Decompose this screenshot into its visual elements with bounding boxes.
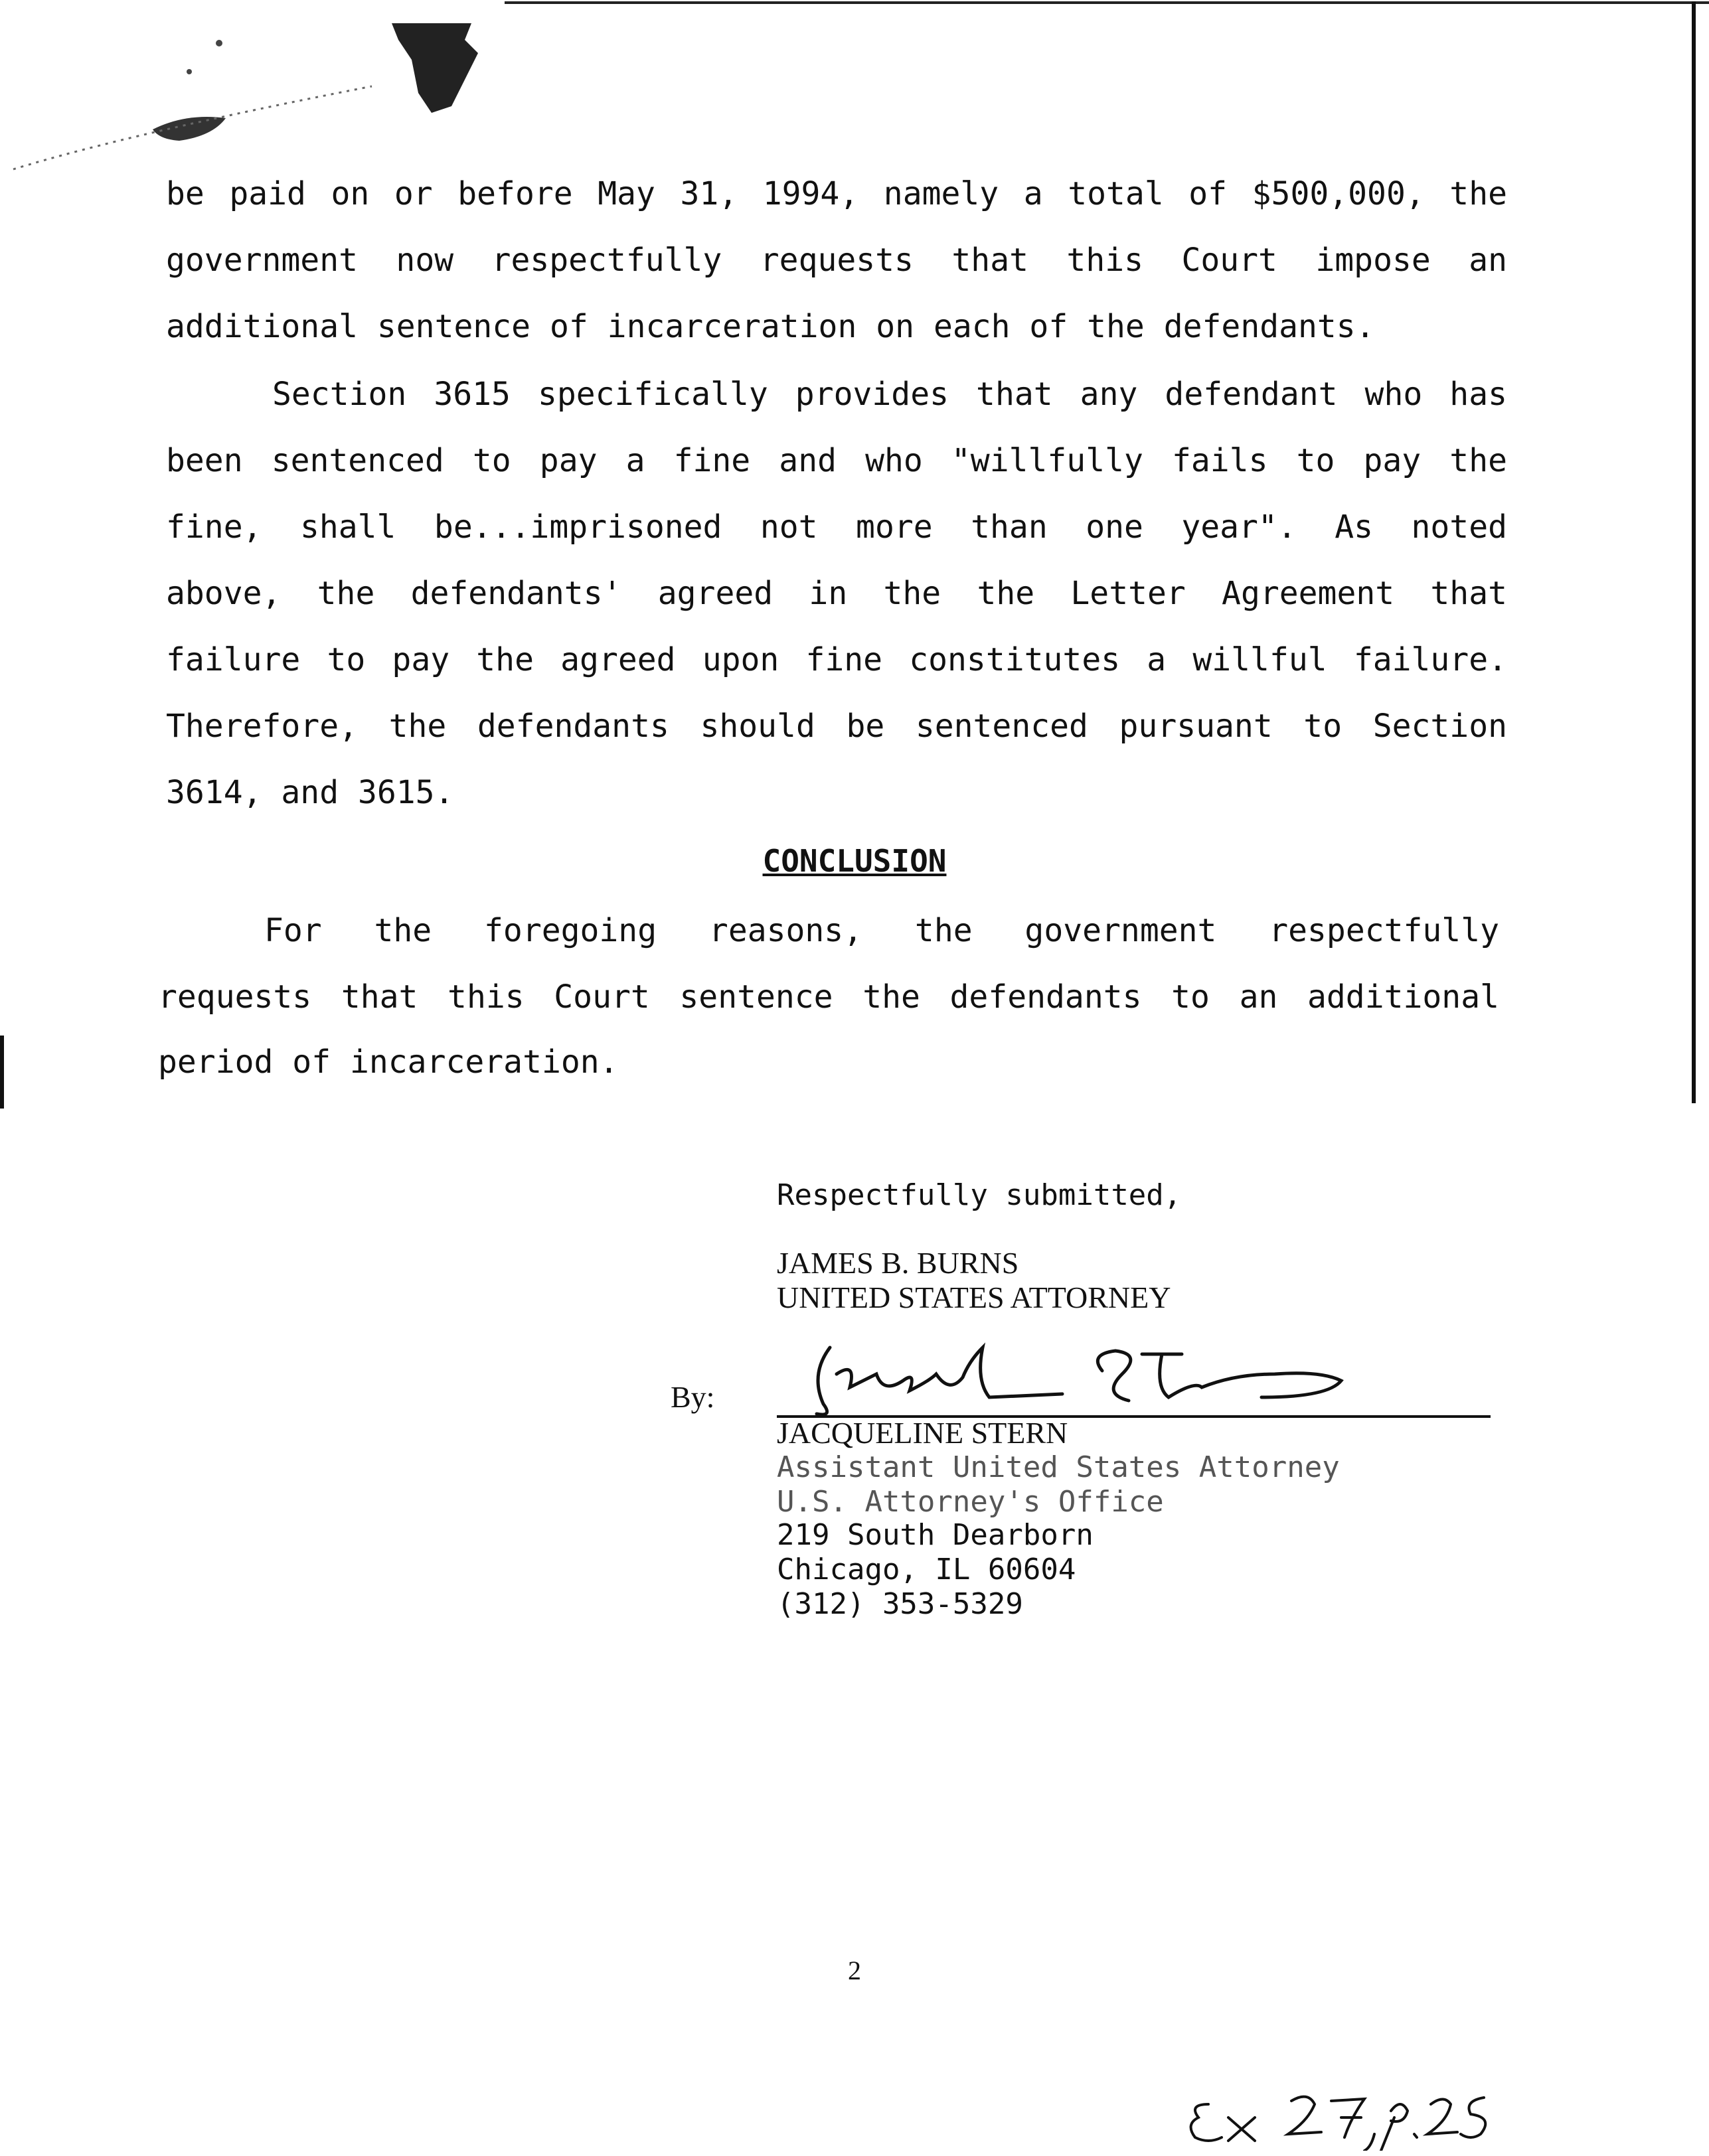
signatory-name: JACQUELINE STERN: [777, 1416, 1068, 1450]
scan-smudge: [0, 13, 518, 173]
body-line: be paid on or before May 31, 1994, namely a total of $500,000, the: [166, 175, 1507, 212]
office-address: 219 South Dearborn: [777, 1518, 1094, 1552]
office-city: Chicago, IL 60604: [777, 1553, 1076, 1586]
body-line: government now respectfully requests that this Court impose an: [166, 242, 1507, 279]
body-line: additional sentence of incarceration on each of the defendants.: [166, 308, 1375, 345]
conclusion-line: requests that this Court sentence the defendants to an additional: [158, 978, 1499, 1016]
body-line: Section 3615 specifically provides that any defendant who has: [272, 376, 1507, 413]
body-line: been sentenced to pay a fine and who "willfully fails to pay the: [166, 442, 1507, 479]
office-name: U.S. Attorney's Office: [777, 1485, 1164, 1519]
conclusion-heading: CONCLUSION: [762, 843, 947, 879]
body-line: fine, shall be...imprisoned not more than one year". As noted: [166, 508, 1507, 546]
closing-text: Respectfully submitted,: [777, 1178, 1182, 1212]
body-line: 3614, and 3615.: [166, 774, 454, 811]
body-line: failure to pay the agreed upon fine constitutes a willful failure.: [166, 641, 1507, 678]
office-phone: (312) 353-5329: [777, 1587, 1023, 1621]
scan-edge-right: [1692, 1, 1696, 1103]
by-label: By:: [671, 1380, 715, 1414]
conclusion-line: period of incarceration.: [158, 1043, 619, 1081]
handwritten-exhibit-mark: [1182, 2084, 1540, 2151]
page-number: 2: [848, 1956, 861, 1985]
scan-edge-left: [0, 1036, 4, 1109]
conclusion-line: For the foregoing reasons, the government respectfully: [264, 912, 1499, 949]
scan-edge-top: [505, 1, 1709, 4]
attorney-title: UNITED STATES ATTORNEY: [777, 1280, 1171, 1314]
signatory-title: Assistant United States Attorney: [777, 1450, 1340, 1484]
body-line: above, the defendants' agreed in the the Letter Agreement that: [166, 575, 1507, 612]
attorney-name: JAMES B. BURNS: [777, 1246, 1019, 1280]
body-line: Therefore, the defendants should be sentenced pursuant to Section: [166, 708, 1507, 745]
handwritten-signature: [770, 1334, 1368, 1421]
